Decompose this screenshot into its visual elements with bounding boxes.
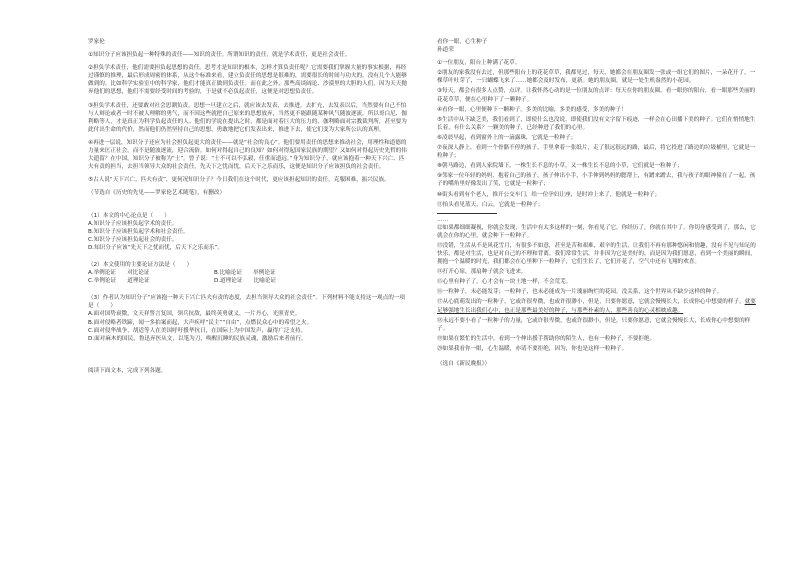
paragraph-14: ⑭打开心扉，那扇种子就会飞进来。	[437, 269, 527, 276]
question-2-option-d[interactable]: D.道理论证 比喻论证	[214, 278, 277, 285]
question-2-option-c[interactable]: C.举例论证 道理论证	[88, 278, 150, 285]
paragraph-17	[437, 298, 757, 314]
question-2-option-a[interactable]: A.举例论证 对比论证	[88, 270, 150, 277]
question-1-option-d[interactable]: D.知识分子应该“先天下之忧而忧，后天下之乐而乐”。	[88, 244, 223, 251]
omission-marks: ……	[437, 216, 449, 223]
paragraph-5: ⑤生活中从不缺乏美，我们看到了，即使什么也没说，即使我们没有文字留下痕迹，一样会在心田播下美的种子。它们在悄悄地生长着，有什么关系？一颗美的种子，已经种进了我们的心里。	[437, 116, 756, 131]
paragraph-5: ⑤古人说“天下兴亡，匹夫有责”，更何况知识分子？今日我们在这个时代，更应该担起知识的责任，克服困难，振兴民族。	[88, 177, 390, 184]
left-column	[88, 38, 408, 375]
paragraph-2: ②朋友的家我没有去过，但那些阳台上的花花草草，我都见过，每天，她都会在朋友圈发一张或一组它们的图片，一朵花开了，一棵草叶吐芽了，一只蝴蝶飞来了……她都会及时发布，更新。她的朋友圈，就是一处生机盎然的小花园。	[437, 70, 756, 85]
paragraph-4: ④再进一层说，知识分子还应为社会担负起更大的责任——就是“社会的良心”。他们要用责任的思想来推动社会，用理性和道德的力量来匡正社会，而不是随波逐流，迎合流俗。如何对得起自己的良知？如何对得起国家民族的期望？又如何对得起历史先哲的伟大遗留？在中国，知识分子被称为“士”。曾子说：“士不可以不弘毅，任重而道远。”身为知识分子，就应该抱着一种天下兴亡、匹夫有责的担当，去担当领导大众的社会责任，先天下之忧而忧，后天下之乐而乐，这便是知识分子应该担负的社会责任。	[88, 139, 407, 171]
paragraph-15: ⑮心里有种子了，心才会有一块土地一样，不会荒芜。	[437, 279, 572, 286]
paragraph-2: ②担负学术责任，他们需要担负起思想的责任。思考才是知识的根本，怎样才算负责任呢？它需要我们掌握大量的事实根据，再经过谨慎的推理，最后形成周密的体系，从这个标准来看，建立负责任的思想是很难的，需要很长的时间与功夫的，没有几个人能够做到的。比如科学实验室中的科学家，他们才能真正做到负责任。而在此之外，那些高谈阔论、沙漠里的大胆的人们，因为天天抛弃他们的思想，他们不需要经受时间的考验的，于是就不必负起责任，这便是对思想负责任。	[88, 65, 407, 96]
question-1-option-c[interactable]: C.知识分子应该担负起社会的责任。	[88, 236, 178, 243]
divider-line	[437, 213, 497, 214]
paragraph-1: ①一位朋友，阳台上种满了花草。	[437, 60, 521, 67]
question-1-option-b[interactable]: B.知识分子应该担负起学术和社会责任。	[88, 228, 189, 235]
question-2-options	[88, 269, 408, 285]
right-column	[437, 38, 757, 368]
article-author: 孙道荣	[437, 47, 454, 54]
paragraph-12: ⑫如果都细细凝视，你就会发现，生活中有太多这样的一刻，你看见了它，你经历了，你就在其中了，你切身感受到了，那么，它就会在你的心里，就会种下一粒种子。	[437, 224, 756, 239]
paragraph-19: ⑲如果在繁忙的生活中，看到一个伸出援手帮助你的陌生人，也有一粒种子，不要拒绝。	[437, 335, 656, 342]
article-author: 罗家伦	[88, 39, 105, 45]
underlined-sentence: 就要足够强地生长出我们心中，也正是那些最美好的种子，与那些朴素的人，那些善良的心灵相映成趣。	[437, 299, 756, 314]
paragraph-4: ④看你一眼，心里便种下一颗种子。多美的比喻，多美的感受，多美的种子！	[437, 106, 627, 113]
paragraph-6: ⑥凌晨早起，看到窗外上的一滴露珠，它就是一粒种子；	[437, 134, 577, 141]
question-1-option-a[interactable]: A.知识分子应该担负起学术的责任。	[88, 220, 178, 227]
article-title: 看你一眼，心生种子	[437, 39, 488, 45]
question-3-stem: （3）作者认为知识分子“应该抱一种天下兴亡匹夫有责的态度，去担当领导大众的社会责任”。下列材料不能支持这一观点的一项是（ ）	[88, 295, 406, 310]
paragraph-3: ③每天，都会有很多人点赞，点评。让我怀然心动的是一位朋友的点评：每天在你的朋友圈，看一眼你的阳台，看一眼那些美丽的花花草草，便在心里种下了一颗种子。	[437, 88, 756, 103]
article-source: （节选自《历史的先见——罗家伦艺术随笔》，有删改）	[88, 190, 226, 197]
question-3-option-d[interactable]: D.面对麻木的国民，鲁迅弃医从文，以笔为刀，唤醒沉睡的民族灵魂，激励后来者前行。	[88, 335, 307, 342]
reading-instruction: 阅读下面文本，完成下列各题。	[88, 367, 167, 374]
paragraph-9: ⑨邻家一位年轻的妈妈，抱着自己的孩子，孩子伸出小手，小手伸到妈妈的腮帮上，有蹭来蹭去，我与孩子的眼神撞在了一起，孩子的嘴角里好像发出了笑，它就是一粒种子；	[437, 173, 756, 188]
paragraph-13: ⑬没错，生活从不是风花雪月，有很多不如意，甚至是苦和艰难，艰辛的生活，让我们不再有那种悠闲和情趣，没有不见与知足的快乐，都是对生活，也是对自己的不理和背离。我们常常生活，并非因为它是美好的，而是因为我们愿意，看到一个美丽的瞬间，拥抱一个温暖的时光，我们都会在心里种下一粒种子，它们生长了，它们开花了，空气中还有飞翔的欢喜。	[437, 242, 756, 266]
article-source: （选自《新民晚报》）	[437, 361, 491, 367]
paragraph-1: ①知识分子应该担负起一种特殊的责任——知识的责任。所谓知识的责任，就是学术责任，更是社会责任。	[88, 52, 351, 59]
paragraph-10: ⑩街头看到有个老人，推开公交车门，给一位孕妇让座，是时冲上来了，他就是一粒种子；	[437, 191, 661, 198]
question-2-stem: （2）本文使用的主要论证方法是（ ）	[88, 261, 193, 268]
paragraph-18: ⑱永远不要小看了一粒种子的力量，它或许很卑微，也或许很渺小，但是，只要你愿意，它就会慢慢长大，长成你心中想要的样子。	[437, 317, 751, 332]
question-2-option-b[interactable]: B.比喻论证 举例论证	[214, 270, 276, 277]
question-3-option-b[interactable]: B.面对侵略者铁蹄，闻一多拍案而起，大声疾呼“民主”“自由”，点燃民众心中的希望之火。	[88, 319, 313, 326]
paragraph-17-text: ⑰从心底萌发出的一粒种子，它或许很卑微，也或许很渺小，但是，只要你愿意，它就会慢慢长大，长成你心中想要的样子。	[437, 299, 745, 306]
paragraph-7: ⑦夜深人静上，看到一个骨骼不停的孩子，手里拿着一张纸片，走了很远很远的路，最后，将它投进了路边的垃圾桶里，它就是一粒种子；	[437, 145, 756, 160]
paragraph-11: ⑪抬头看见蓝天，白云，它就是一粒种子；	[437, 201, 544, 208]
question-3-option-a[interactable]: A.面对国势衰微，文天祥誓言复国，领兵抗敌，最终英勇就义，一片丹心，光照青史。	[88, 311, 301, 318]
paragraph-3: ③担负学术责任，还要敢对社会思潮负责。思想一旦建立之后，就应该去发表，去推进，去扩充，去发表以后，当然要有自己不怕与人辩论或者一时不被人理解的勇气，而不因这些就把自己原来的思想放弃，当然更不能跟随某种风气随波逐流。所以哥白尼、伽利略等人，才是真正为科学负起责任的人。他们的学说在提出之时，都是面对着巨大的压力的，伽利略面对宗教裁判所，甚至要为此付出生命的代价，然而他们仍然坚持自己的思想，勇敢地把它们发表出来，推进下去，使它们变为大家所公认的真理。	[88, 102, 407, 133]
question-3-option-c[interactable]: C.面对侵华战争，胡适等人在美国呼吁援华抗日，在国际上为中国发声，赢得广泛支持。	[88, 327, 307, 334]
paragraph-16: ⑯一粒种子，未必能发芽；一粒种子，也未必能成为一片瑰丽绚烂的花园。没关系，这个世界从不缺少这样的种子。	[437, 289, 723, 296]
paragraph-8: ⑧朝马路边，看到人家院墙下，一株生长不息的小草，又一株生长不息的小草，它们就是一粒种子；	[437, 163, 683, 170]
paragraph-20: ⑳如果我看你一眼，心生温暖，亦请不要拒绝，因为，你也是这样一粒种子。	[437, 345, 628, 352]
question-1-stem: （1）本文的中心论点是（ ）	[88, 212, 170, 219]
